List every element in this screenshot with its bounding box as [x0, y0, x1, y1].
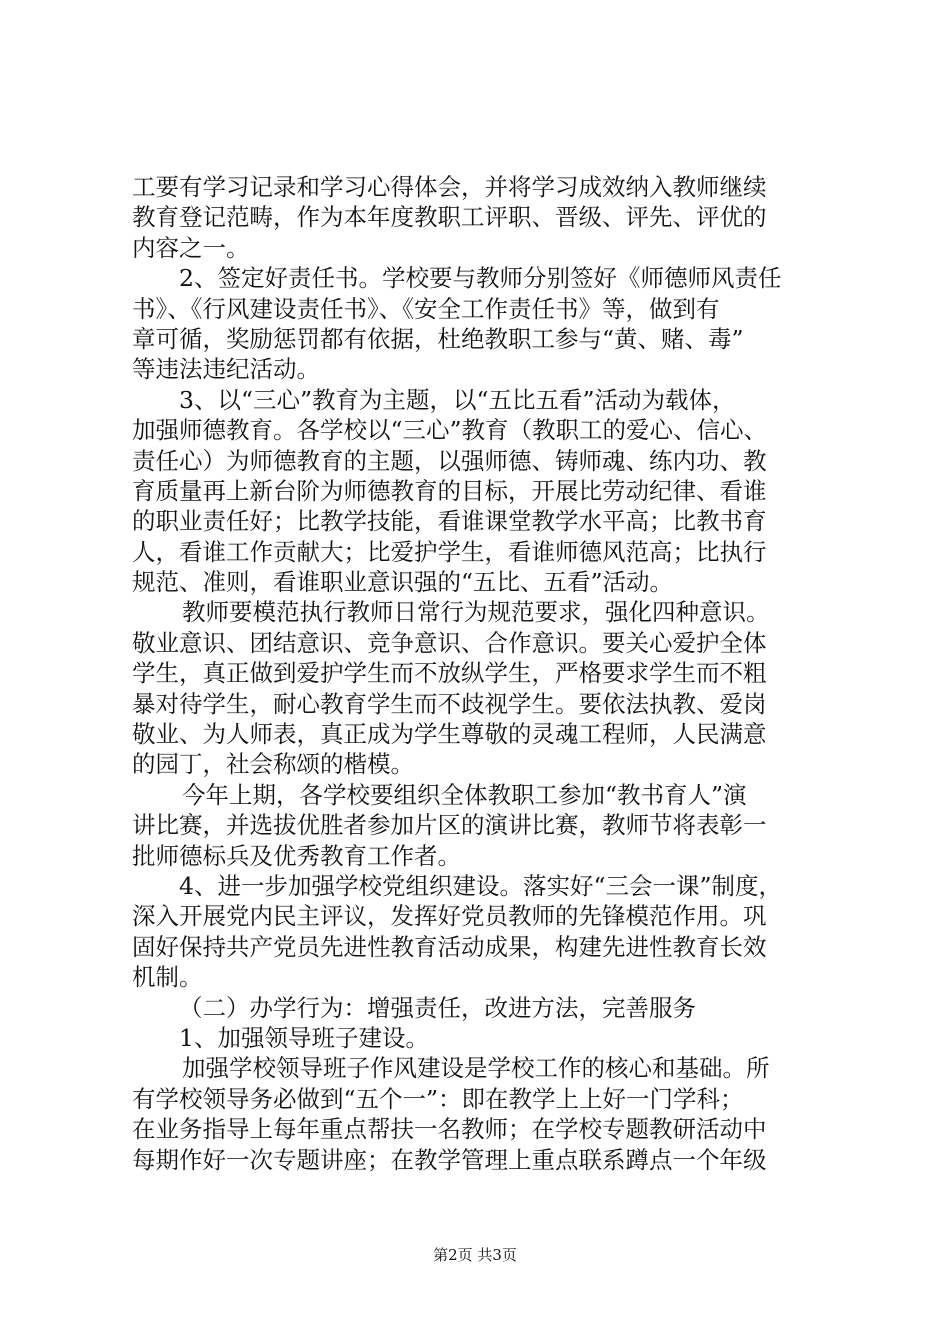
text-line: 人，看谁工作贡献大；比爱护学生，看谁师德风范高；比执行 — [132, 537, 767, 566]
text-line: 书》、《行风建设责任书》、《安全工作责任书》等，做到有 — [132, 294, 720, 323]
text-line: 章可循，奖励惩罚都有依据，杜绝教职工参与“黄、赌、毒” — [132, 324, 744, 353]
paragraph-start: 教师要模范执行教师日常行为规范要求，强化四种意识。 — [182, 598, 770, 627]
text-line: 规范、准则，看谁职业意识强的“五比、五看”活动。 — [132, 568, 674, 597]
text-line: 学生，真正做到爱护学生而不放纵学生，严格要求学生而不粗 — [132, 659, 767, 688]
paragraph-start: 3、以“三心”教育为主题，以“五比五看”活动为载体， — [179, 385, 736, 414]
paragraph-start: 4、进一步加强学校党组织建设。落实好“三会一课”制度， — [179, 871, 782, 900]
section-heading: （二）办学行为：增强责任，改进方法，完善服务 — [179, 993, 696, 1022]
paragraph-start: 加强学校领导班子作风建设是学校工作的核心和基础。所 — [182, 1054, 770, 1083]
text-line: 内容之一。 — [132, 233, 250, 262]
text-line: 固好保持共产党员先进性教育活动成果，构建先进性教育长效 — [132, 932, 767, 961]
paragraph-start: 今年上期，各学校要组织全体教职工参加“教书育人”演 — [182, 780, 747, 809]
text-line: 工要有学习记录和学习心得体会，并将学习成效纳入教师继续 — [132, 173, 767, 201]
text-line: 在业务指导上每年重点帮扶一名教师；在学校专题教研活动中 — [132, 1115, 767, 1144]
page-footer: 第2页 共3页 — [433, 1246, 517, 1264]
text-line: 的职业责任好；比教学技能，看谁课堂教学水平高；比教书育 — [132, 507, 767, 536]
text-line: 育质量再上新台阶为师德教育的目标，开展比劳动纪律、看谁 — [132, 476, 767, 505]
text-line: 讲比赛，并选拔优胜者参加片区的演讲比赛，教师节将表彰一 — [132, 811, 767, 840]
text-line: 深入开展党内民主评议，发挥好党员教师的先锋模范作用。巩 — [132, 902, 767, 931]
text-line: 批师德标兵及优秀教育工作者。 — [132, 841, 461, 870]
text-line: 机制。 — [132, 963, 203, 992]
text-line: 加强师德教育。各学校以“三心”教育（教职工的爱心、信心、 — [132, 416, 768, 445]
text-line: 每期作好一次专题讲座；在教学管理上重点联系蹲点一个年级 — [132, 1145, 767, 1174]
text-line: 教育登记范畴，作为本年度教职工评职、晋级、评先、评优的 — [132, 203, 767, 232]
text-line: 敬业、为人师表，真正成为学生尊敬的灵魂工程师，人民满意 — [132, 720, 767, 749]
document-body — [132, 172, 832, 1175]
subsection-heading: 1、加强领导班子建设。 — [179, 1023, 429, 1052]
text-line: 有学校领导务必做到“五个一”：即在教学上上好一门学科； — [132, 1084, 744, 1113]
text-line: 的园丁，社会称颂的楷模。 — [132, 750, 414, 779]
text-line: 敬业意识、团结意识、竞争意识、合作意识。要关心爱护全体 — [132, 628, 767, 657]
text-line: 暴对待学生，耐心教育学生而不歧视学生。要依法执教、爱岗 — [132, 689, 767, 718]
paragraph-start: 2、签定好责任书。学校要与教师分别签好《师德师风责任 — [179, 264, 782, 293]
text-line: 等违法违纪活动。 — [132, 355, 320, 384]
text-line: 责任心）为师德教育的主题，以强师德、铸师魂、练内功、教 — [132, 446, 767, 475]
